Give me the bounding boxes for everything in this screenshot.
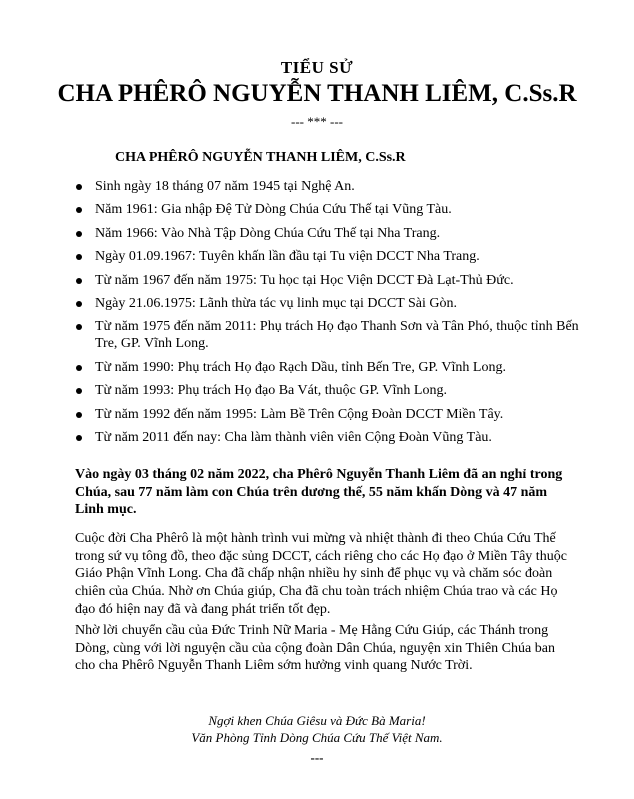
- end-mark: ---: [310, 750, 324, 765]
- bullet-icon: [76, 278, 82, 284]
- list-item: Từ năm 2011 đến nay: Cha làm thành viên viên Cộng Đoàn Vũng Tàu.: [75, 429, 585, 446]
- list-item: Năm 1961: Gia nhập Đệ Tử Dòng Chúa Cứu Thế tại Vũng Tàu.: [75, 201, 585, 218]
- priest-name-heading: CHA PHÊRÔ NGUYỄN THANH LIÊM, C.Ss.R: [57, 80, 577, 107]
- list-item: Từ năm 1993: Phụ trách Họ đạo Ba Vát, thuộc GP. Vĩnh Long.: [75, 382, 585, 399]
- section-subheading: CHA PHÊRÔ NGUYỄN THANH LIÊM, C.Ss.R: [115, 150, 406, 165]
- list-item: Sinh ngày 18 tháng 07 năm 1945 tại Nghệ An.: [75, 178, 585, 195]
- closing-line: Văn Phòng Tỉnh Dòng Chúa Cứu Thế Việt Nam.: [191, 730, 443, 745]
- closing-signature: [0, 712, 634, 746]
- list-item: Từ năm 1992 đến năm 1995: Làm Bề Trên Cộng Đoàn DCCT Miền Tây.: [75, 406, 585, 423]
- death-announcement: Vào ngày 03 tháng 02 năm 2022, cha Phêrô Nguyễn Thanh Liêm đã an nghỉ trong Chúa, sau 77 năm làm con Chúa trên dương thế, 55 năm khấn Dòng và 47 năm Linh mục.: [75, 467, 563, 517]
- bullet-icon: [76, 254, 82, 260]
- list-item: Ngày 21.06.1975: Lãnh thừa tác vụ linh mục tại DCCT Sài Gòn.: [75, 295, 585, 312]
- list-item: Từ năm 1975 đến năm 2011: Phụ trách Họ đạo Thanh Sơn và Tân Phó, thuộc tỉnh Bến Tre, GP. Vĩnh Long.: [75, 318, 585, 352]
- bullet-icon: [76, 435, 82, 441]
- bullet-icon: [76, 207, 82, 213]
- bullet-icon: [76, 184, 82, 190]
- body-paragraph: Cuộc đời Cha Phêrô là một hành trình vui mừng và nhiệt thành đi theo Chúa Cứu Thế trong sứ vụ tông đồ, theo đặc sủng DCCT, cách riêng cho các Họ đạo ở Miền Tây thuộc Giáo Phận Vĩnh Long. Cha đã chấp nhận nhiều hy sinh để phục vụ và chăm sóc đoàn chiên của Chúa. Nhờ ơn Chúa giúp, Cha đã chu toàn trách nhiệm Chúa trao và các Họ đạo đó hiện nay đã và đang phát triển tốt đẹp.: [75, 531, 567, 617]
- document-title: TIỂU SỬ: [280, 58, 354, 77]
- list-item: Năm 1966: Vào Nhà Tập Dòng Chúa Cứu Thế tại Nha Trang.: [75, 225, 585, 242]
- bullet-icon: [76, 324, 82, 330]
- title-separator: --- *** ---: [291, 114, 343, 129]
- bullet-icon: [76, 365, 82, 371]
- biography-list: [75, 178, 585, 452]
- closing-line: Ngợi khen Chúa Giêsu và Đức Bà Maria!: [208, 713, 426, 728]
- list-item: Ngày 01.09.1967: Tuyên khấn lần đầu tại Tu viện DCCT Nha Trang.: [75, 248, 585, 265]
- list-item: Từ năm 1990: Phụ trách Họ đạo Rạch Dầu, tỉnh Bến Tre, GP. Vĩnh Long.: [75, 359, 585, 376]
- bullet-icon: [76, 412, 82, 418]
- list-item: Từ năm 1967 đến năm 1975: Tu học tại Học Viện DCCT Đà Lạt-Thủ Đức.: [75, 272, 585, 289]
- prayer-paragraph: Nhờ lời chuyển cầu của Đức Trinh Nữ Maria - Mẹ Hằng Cứu Giúp, các Thánh trong Dòng, cùng với lời nguyện cầu của cộng đoàn Dân Chúa, nguyện xin Thiên Chúa ban cho cha Phêrô Nguyễn Thanh Liêm sớm hưởng vinh quang Nước Trời.: [75, 623, 555, 674]
- bullet-icon: [76, 231, 82, 237]
- bullet-icon: [76, 301, 82, 307]
- bullet-icon: [76, 388, 82, 394]
